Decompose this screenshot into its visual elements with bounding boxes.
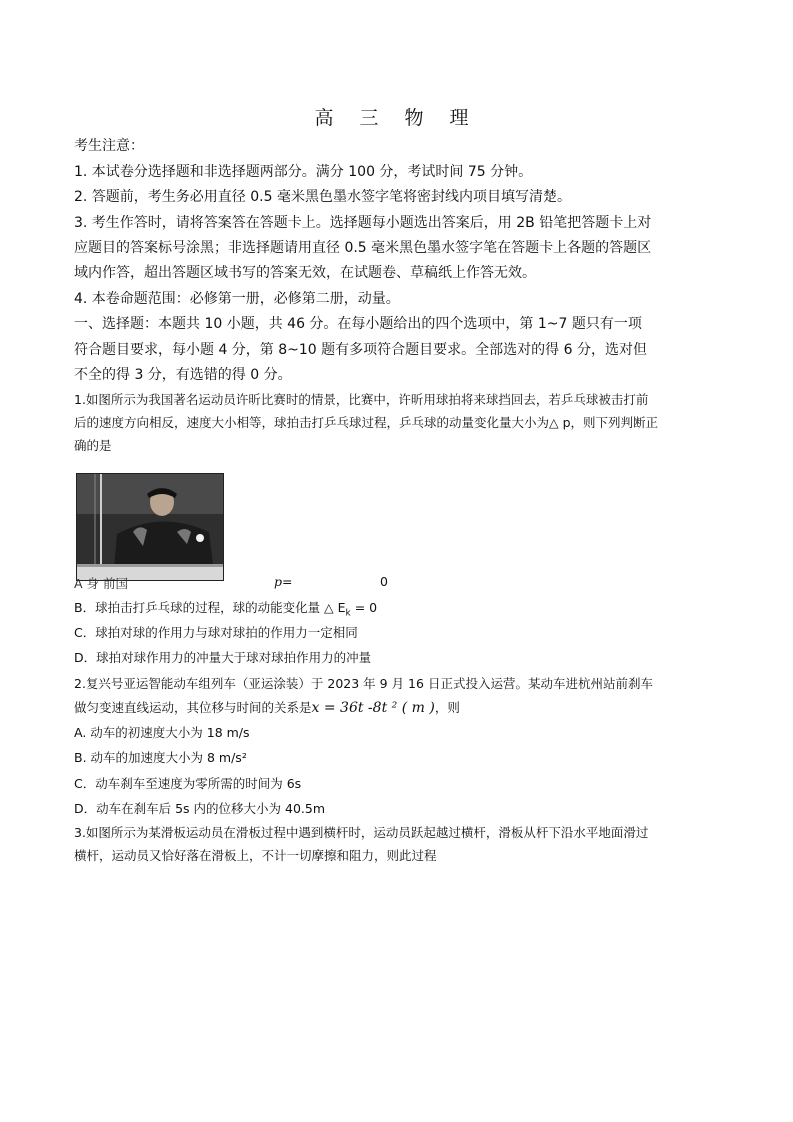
notice-item-4: 4. 本卷命题范围：必修第一册，必修第二册，动量。 bbox=[74, 291, 400, 307]
notice-heading: 考生注意： bbox=[74, 138, 144, 154]
notice-item-3: 3. 考生作答时，请将答案答在答题卡上。选择题每小题选出答案后，用 2B 铅笔把答题卡上对 bbox=[74, 215, 652, 231]
q2-option-a: A. 动车的初速度大小为 18 m/s bbox=[74, 725, 250, 740]
q3-stem-line-2: 横杆，运动员又恰好落在滑板上，不计一切摩擦和阻力，则此过程 bbox=[74, 848, 437, 863]
q1-option-c: C．球拍对球的作用力与球对球拍的作用力一定相同 bbox=[74, 625, 358, 640]
q2-stem-line-2 bbox=[74, 698, 460, 718]
q1-option-b bbox=[74, 598, 377, 624]
q1-option-a-zero: 0 bbox=[380, 574, 388, 589]
table-tennis-photo bbox=[76, 473, 224, 581]
q1-stem-line-1: 1.如图所示为我国著名运动员许昕比赛时的情景，比赛中，许昕用球拍将来球挡回去，若乒乓球被击打前 bbox=[74, 392, 649, 407]
q1-option-a-fragment: A 身 前国 bbox=[74, 576, 128, 591]
q2-stem-pre: 做匀变速直线运动，其位移与时间的关系是 bbox=[74, 700, 312, 715]
notice-item-2: 2. 答题前，考生务必用直径 0.5 毫米黑色墨水签字笔将密封线内项目填写清楚。 bbox=[74, 189, 571, 205]
notice-item-3-cont2: 域内作答，超出答题区域书写的答案无效，在试题卷、草稿纸上作答无效。 bbox=[74, 265, 536, 281]
table-tennis-photo-art bbox=[77, 474, 223, 580]
notice-item-3-cont1: 应题目的答案标号涂黑；非选择题请用直径 0.5 毫米黑色墨水签字笔在答题卡上各题的答题区 bbox=[74, 240, 652, 256]
q2-stem-post: ，则 bbox=[434, 700, 460, 715]
q1-option-b-tail: = 0 bbox=[350, 600, 378, 615]
section-heading-line-2: 符合题目要求，每小题 4 分，第 8~10 题有多项符合题目要求。全部选对的得 6 分，选对但 bbox=[74, 342, 647, 358]
section-heading-line-1: 一、选择题：本题共 10 小题，共 46 分。在每小题给出的四个选项中，第 1~7 题只有一项 bbox=[74, 316, 642, 332]
q1-option-a-p: p= bbox=[274, 574, 293, 589]
q1-stem-line-2: 后的速度方向相反，速度大小相等，球拍击打乒乓球过程，乒乓球的动量变化量大小为△ p，则下列判断正 bbox=[74, 415, 659, 430]
q1-stem-line-3: 确的是 bbox=[74, 438, 112, 453]
q1-option-d: D．球拍对球作用力的冲量大于球对球拍作用力的冲量 bbox=[74, 650, 372, 665]
q2-stem-line-1: 2.复兴号亚运智能动车组列车（亚运涂装）于 2023 年 9 月 16 日正式投入运营。某动车进杭州站前刹车 bbox=[74, 676, 653, 691]
q1-option-b-text: B．球拍击打乒乓球的过程，球的动能变化量 △ E bbox=[74, 600, 346, 615]
q2-option-c: C．动车刹车至速度为零所需的时间为 6s bbox=[74, 776, 302, 791]
q2-formula: x = 36t -8t ² ( m ) bbox=[311, 700, 435, 716]
page-title: 高 三 物 理 bbox=[314, 107, 479, 129]
q2-option-b: B. 动车的加速度大小为 8 m/s² bbox=[74, 750, 247, 765]
q1-option-b-sub: k bbox=[345, 608, 351, 619]
notice-item-1: 1. 本试卷分选择题和非选择题两部分。满分 100 分，考试时间 75 分钟。 bbox=[74, 164, 533, 180]
q2-option-d: D．动车在刹车后 5s 内的位移大小为 40.5m bbox=[74, 801, 326, 816]
q3-stem-line-1: 3.如图所示为某滑板运动员在滑板过程中遇到横杆时，运动员跃起越过横杆，滑板从杆下沿水平地面滑过 bbox=[74, 825, 649, 840]
section-heading-line-3: 不全的得 3 分，有选错的得 0 分。 bbox=[74, 367, 292, 383]
